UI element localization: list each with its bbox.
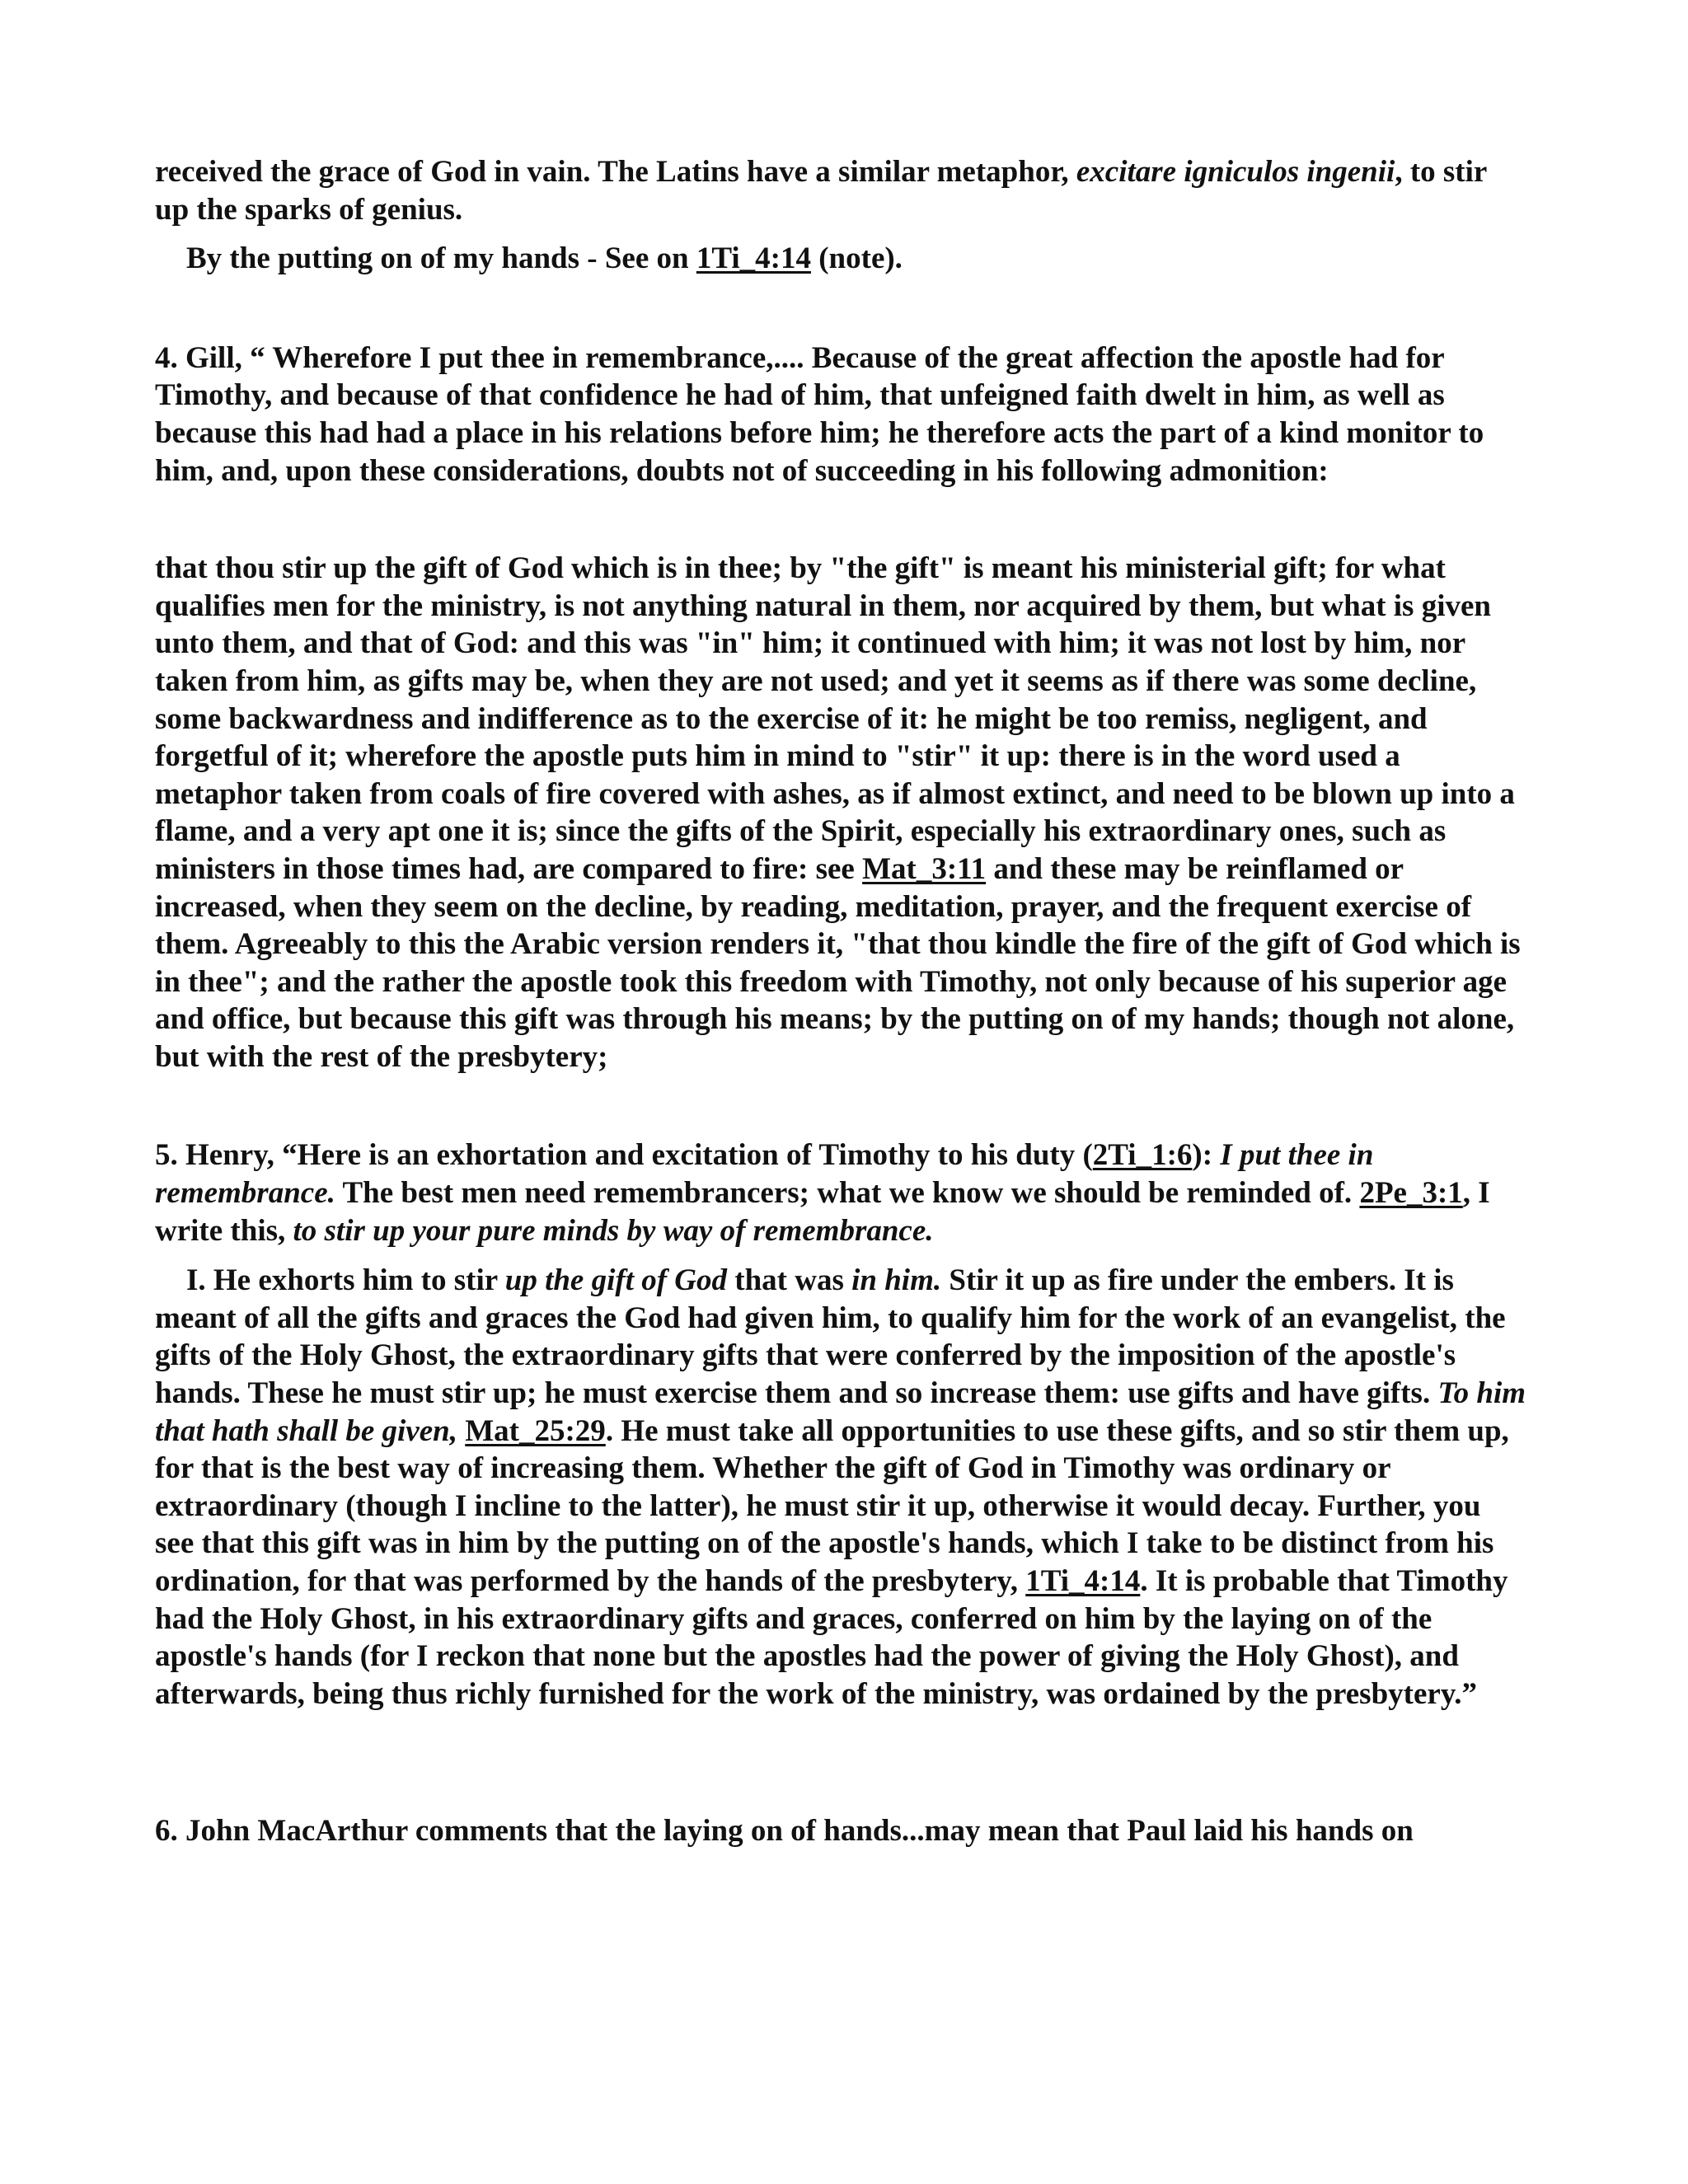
paragraph-henry-intro: 5. Henry, “Here is an exhortation and excitation of Timothy to his duty (2Ti_1:6): I put thee in remembrance. The best men need remembrancers; what we know we should be reminded of. 2Pe_3:1, I write this, to stir up your pure minds by way of remembrance. — [155, 1138, 1490, 1248]
paragraph-gill-gift: that thou stir up the gift of God which is in thee; by "the gift" is meant his ministerial gift; for what qualifies men for the ministry, is not anything natural in them, nor acquired by them, but what is given unto them, and that of God: and this was "in" him; it continued with him; it was not lost by him, nor taken from him, as gifts may be, when they are not used; and yet it seems as if there was some decline, some backwardness and indifference as to the exercise of it: he might be too remiss, negligent, and forgetful of it; wherefore the apostle puts him in mind to "stir" it up: there is in the word used a metaphor taken from coals of fire covered with ashes, as if almost extinct, and need to be blown up into a flame, and a very apt one it is; since the gifts of the Spirit, especially his extraordinary ones, such as ministers in those times had, are compared to fire: see Mat_3:11 and these may be reinflamed or increased, when they seem on the decline, by reading, meditation, prayer, and the frequent exercise of them. Agreeably to this the Arabic version renders it, "that thou kindle the fire of the gift of God which is in thee"; and the rather the apostle took this freedom with Timothy, not only because of his superior age and office, but because this gift was through his means; by the putting on of my hands; though not alone, but with the rest of the presbytery; — [155, 551, 1521, 1074]
paragraph-gill-intro: 4. Gill, “ Wherefore I put thee in remembrance,.... Because of the great affection the apostle had for Timothy, and because of that confidence he had of him, that unfeigned faith dwelt in him, as well as because this had had a place in his relations before him; he therefore acts the part of a kind monitor to him, and, upon these considerations, doubts not of succeeding in his following admonition: — [155, 340, 1484, 488]
document-page — [155, 153, 1526, 1850]
scripture-link-2pe-3-1[interactable]: 2Pe_3:1 — [1359, 1176, 1463, 1211]
paragraph-macarthur: 6. John MacArthur comments that the laying on of hands...may mean that Paul laid his hands on — [155, 1814, 1414, 1849]
latin-phrase: excitare igniculos ingenii — [1076, 155, 1395, 189]
scripture-link-1ti-4-14-second[interactable]: 1Ti_4:14 — [1025, 1564, 1141, 1598]
scripture-link-2ti-1-6[interactable]: 2Ti_1:6 — [1092, 1138, 1193, 1173]
paragraph-latin-metaphor: received the grace of God in vain. The Latins have a similar metaphor, excitare igniculos ingenii, to stir up the sparks of genius. — [155, 155, 1487, 227]
scripture-link-1ti-4-14[interactable]: 1Ti_4:14 — [696, 241, 811, 276]
scripture-link-mat-3-11[interactable]: Mat_3:11 — [862, 851, 987, 886]
paragraph-putting-on-hands: By the putting on of my hands - See on 1Ti_4:14 (note). — [186, 241, 903, 276]
paragraph-henry-exhortation: I. He exhorts him to stir up the gift of God that was in him. Stir it up as fire under the embers. It is meant of all the gifts and graces the God had given him, to qualify him for the work of an evangelist, the gifts of the Holy Ghost, the extraordinary gifts that were conferred by the imposition of the apostle's hands. These he must stir up; he must exercise them and so increase them: use gifts and have gifts. To him that hath shall be given, Mat_25:29. He must take all opportunities to use these gifts, and so stir them up, for that is the best way of increasing them. Whether the gift of God in Timothy was ordinary or extraordinary (though I incline to the latter), he must stir it up, otherwise it would decay. Further, you see that this gift was in him by the putting on of the apostle's hands, which I take to be distinct from his ordination, for that was performed by the hands of the presbytery, 1Ti_4:14. It is probable that Timothy had the Holy Ghost, in his extraordinary gifts and graces, conferred on him by the laying on of the apostle's hands (for I reckon that none but the apostles had the power of giving the Holy Ghost), and afterwards, being thus richly furnished for the work of the ministry, was ordained by the presbytery.” — [155, 1263, 1526, 1711]
scripture-link-mat-25-29[interactable]: Mat_25:29 — [465, 1413, 606, 1448]
